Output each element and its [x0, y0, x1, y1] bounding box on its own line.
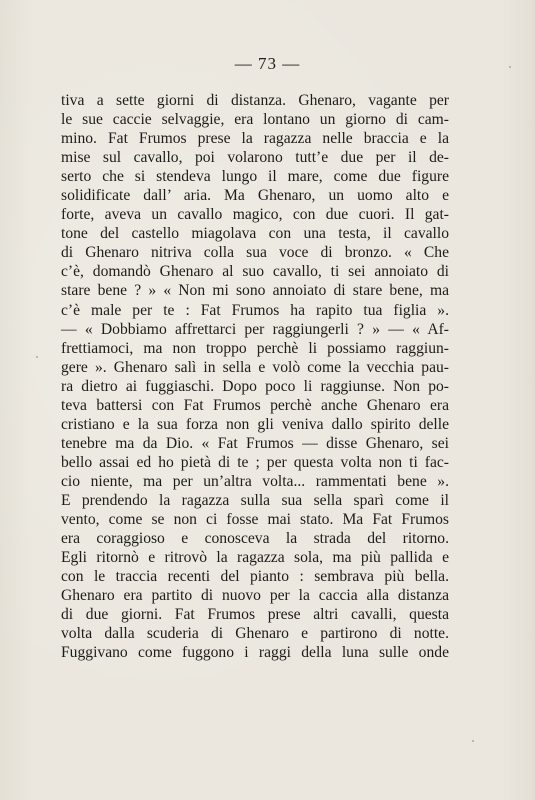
text-line: solidificate dall’ aria. Ma Ghenaro, un uomo alto e	[61, 187, 449, 205]
text-line: c’è male per te : Fat Frumos ha rapito tua figlia ».	[61, 301, 449, 319]
text-line: cristiano e la sua forza non gli veniva dallo spirito delle	[61, 415, 449, 433]
text-line: gere ». Ghenaro salì in sella e volò come la vecchia pau-	[61, 358, 449, 376]
text-line: Egli ritornò e ritrovò la ragazza sola, ma più pallida e	[61, 549, 449, 567]
text-line: di due giorni. Fat Frumos prese altri cavalli, questa	[61, 606, 449, 624]
text-line: teva battersi con Fat Frumos perchè anche Ghenaro era	[61, 396, 449, 414]
text-line: tenebre ma da Dio. « Fat Frumos — disse Ghenaro, sei	[61, 434, 449, 452]
text-line: c’è, domandò Ghenaro al suo cavallo, ti sei annoiato di	[61, 263, 449, 281]
text-line: tiva a sette giorni di distanza. Ghenaro, vagante per	[61, 92, 449, 109]
body-text	[61, 91, 449, 662]
text-line: bello assai ed ho pietà di te ; per questa volta non ti fac-	[61, 453, 449, 471]
text-line: vento, come se non ci fosse mai stato. Ma Fat Frumos	[61, 511, 449, 529]
text-line: E prendendo la ragazza sulla sua sella sparì come il	[61, 491, 449, 509]
paper-speck	[472, 740, 474, 742]
text-line: mino. Fat Frumos prese la ragazza nelle braccia e la	[61, 130, 449, 148]
text-line: serto che si stendeva lungo il mare, come due figure	[61, 168, 449, 186]
text-line: mise sul cavallo, poi volarono tutt’e due per il de-	[61, 149, 449, 167]
text-line: cio niente, ma per un’altra volta... rammentati bene ».	[61, 472, 449, 490]
text-line: Ghenaro era partito di nuovo per la caccia alla distanza	[61, 587, 449, 605]
text-line: ra dietro ai fuggiaschi. Dopo poco li raggiunse. Non po-	[61, 377, 449, 395]
page-number: — 73 —	[234, 54, 301, 73]
text-line: era coraggioso e conosceva la strada del ritorno.	[61, 530, 449, 548]
text-line: — « Dobbiamo affrettarci per raggiungerli ? » — « Af-	[61, 320, 449, 338]
text-line: volta dalla scuderia di Ghenaro e partirono di notte.	[61, 625, 449, 643]
paper-speck	[36, 356, 38, 358]
text-line: stare bene ? » « Non mi sono annoiato di stare bene, ma	[61, 282, 449, 300]
paper-speck	[509, 66, 511, 68]
text-line: tone del castello miagolava con una testa, il cavallo	[61, 225, 449, 243]
text-line: le sue caccie selvaggie, era lontano un giorno di cam-	[61, 111, 449, 129]
text-line: con le traccia recenti del pianto : sembrava più bella.	[61, 568, 449, 586]
text-line: frettiamoci, ma non troppo perchè li possiamo raggiun-	[61, 339, 449, 357]
text-line: di Ghenaro nitriva colla sua voce di bronzo. « Che	[61, 244, 449, 262]
text-line: forte, aveva un cavallo magico, con due cuori. Il gat-	[61, 206, 449, 224]
text-line: Fuggivano come fuggono i raggi della luna sulle onde	[61, 644, 449, 662]
